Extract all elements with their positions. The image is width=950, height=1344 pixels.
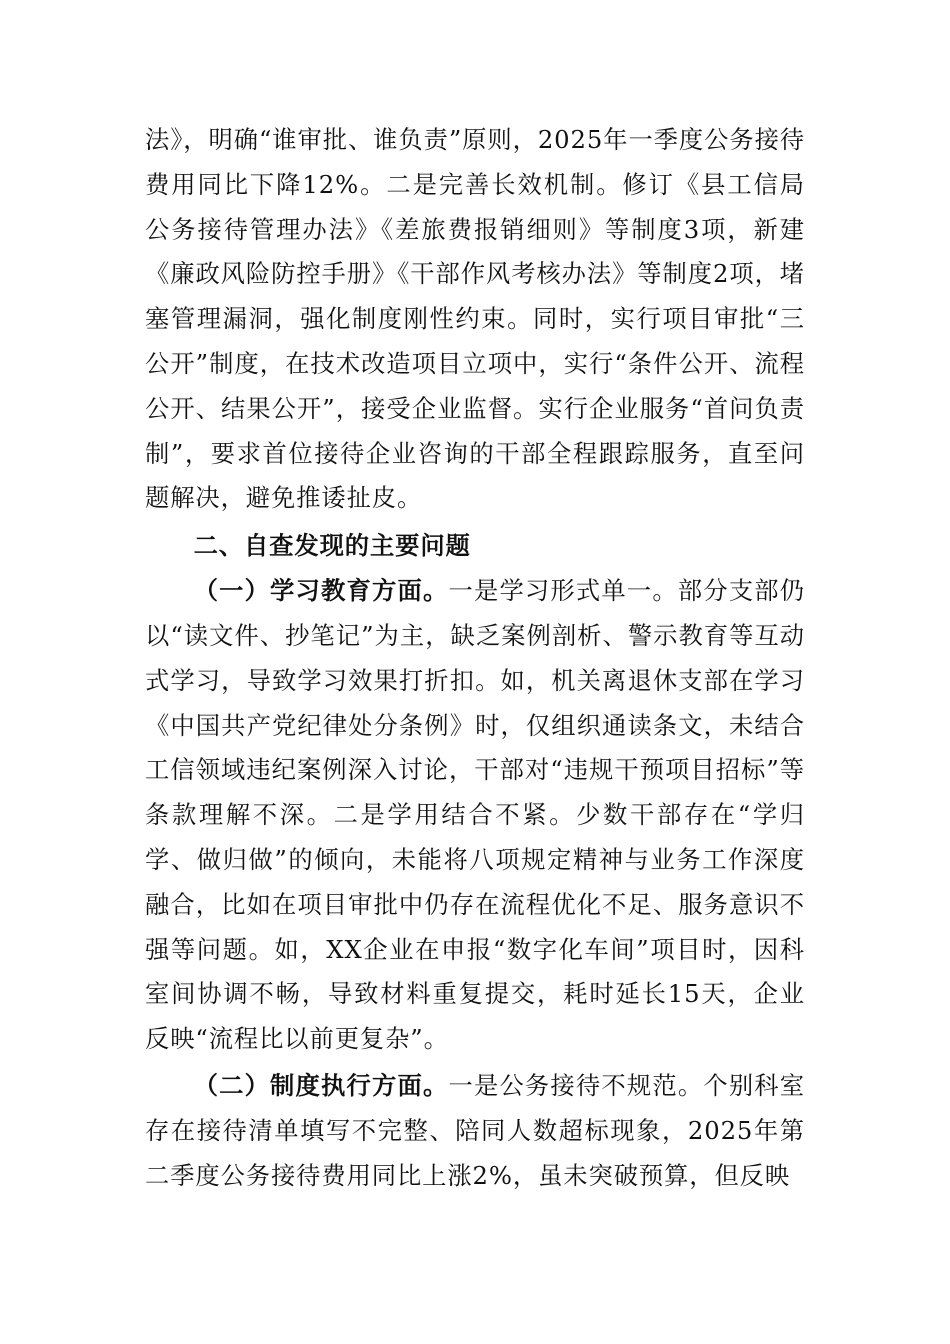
section-heading: 二、自查发现的主要问题 [193, 531, 471, 561]
item-2-text: 一是公务接待不规范。个别科室存在接待清单填写不完整、陪同人数超标现象，2025年第二季度公务接待费用同比上涨2%，虽未突破预算，但反映 [145, 1070, 805, 1190]
item-1-text: 一是学习形式单一。部分支部仍以“读文件、抄笔记”为主，缺乏案例剖析、警示教育等互动式学习，导致学习效果打折扣。如，机关离退休支部在学习《中国共产党纪律处分条例》时，仅组织通读条文，未结合工信领域违纪案例深入讨论，干部对“违规干预项目招标”等条款理解不深。二是学用结合不紧。少数干部存在“学归学、做归做”的倾向，未能将八项规定精神与业务工作深度融合，比如在项目审批中仍存在流程优化不足、服务意识不强等问题。如，XX企业在申报“数字化车间”项目时，因科室间协调不畅，导致材料重复提交，耗时延长15天，企业反映“流程比以前更复杂”。 [145, 576, 805, 1054]
item-2-paragraph [145, 1064, 805, 1198]
item-1-label: （一）学习教育方面。 [193, 576, 449, 606]
item-1-paragraph [145, 569, 805, 1062]
item-2-label: （二）制度执行方面。 [193, 1070, 449, 1100]
document-body [145, 118, 805, 1198]
intro-paragraph: 法》，明确“谁审批、谁负责”原则，2025年一季度公务接待费用同比下降12%。二是完善长效机制。修订《县工信局公务接待管理办法》《差旅费报销细则》等制度3项，新建《廉政风险防控手册》《干部作风考核办法》等制度2项，堵塞管理漏洞，强化制度刚性约束。同时，实行项目审批“三公开”制度，在技术改造项目立项中，实行“条件公开、流程公开、结果公开”，接受企业监督。实行企业服务“首问负责制”，要求首位接待企业咨询的干部全程跟踪服务，直至问题解决，避免推诿扯皮。 [145, 125, 805, 513]
